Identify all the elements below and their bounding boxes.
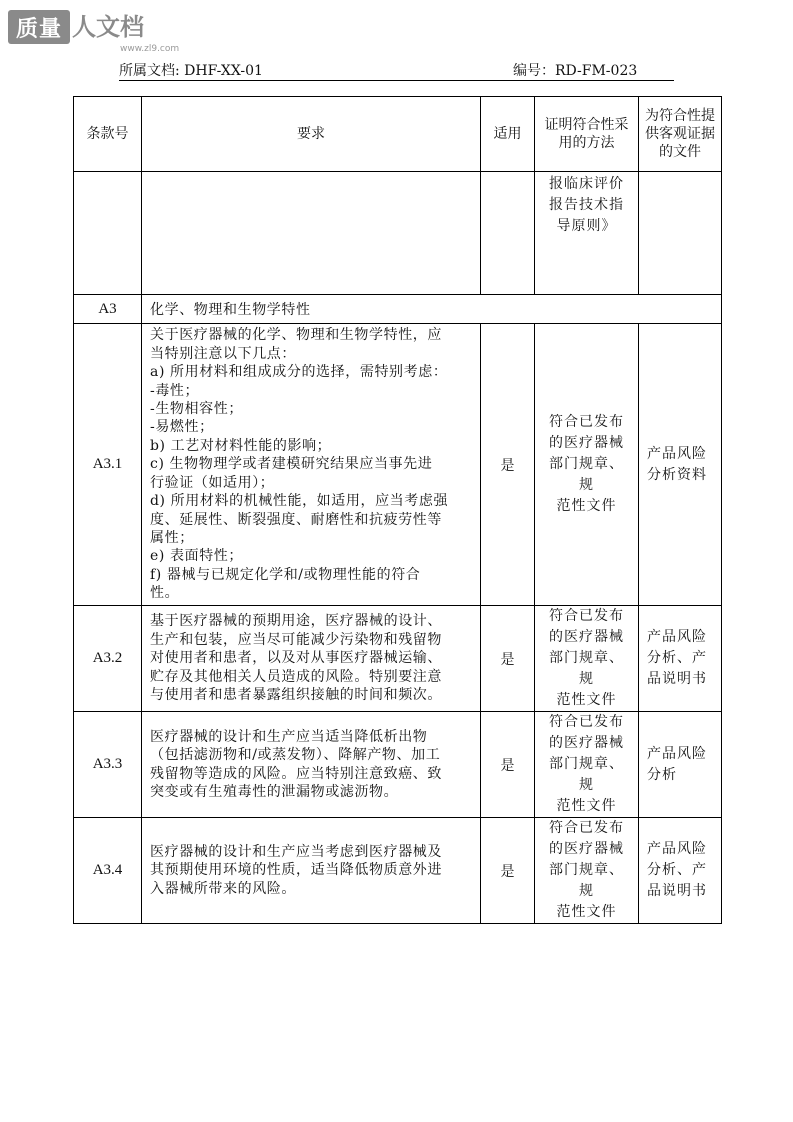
evidence-line: 产品风险 — [647, 445, 707, 462]
requirement-line: c) 生物物理学或者建模研究结果应当事先进 — [150, 456, 433, 473]
cell-applicable: 是 — [481, 712, 535, 818]
method-line: 部门规章、规 — [549, 862, 624, 899]
section-row — [74, 295, 722, 324]
evidence-line: 品说明书 — [647, 883, 707, 899]
table-row — [74, 712, 722, 818]
col-header-applicable: 适用 — [481, 97, 535, 172]
evidence-line: 产品风险 — [647, 629, 707, 645]
requirement-line: a) 所用材料和组成成分的选择，需特别考虑： — [150, 364, 448, 381]
cell-method — [535, 172, 639, 295]
requirement-line: 对使用者和患者，以及对从事医疗器械运输、 — [150, 650, 442, 667]
cell-evidence — [639, 324, 722, 606]
evidence-line: 产品风险 — [647, 841, 707, 857]
method-line: 符合已发布 — [549, 608, 624, 624]
cell-applicable: 是 — [481, 606, 535, 712]
requirement-line: 生产和包装，应当尽可能减少污染物和残留物 — [150, 631, 442, 648]
requirement-line: 贮存及其他相关人员造成的风险。特别要注意 — [150, 668, 442, 685]
requirement-line: d) 所用材料的机械性能，如适用，应当考虑强 — [150, 493, 449, 510]
section-title: 化学、物理和生物学特性 — [142, 295, 722, 324]
requirement-line: 突变或有生殖毒性的泄漏物或滤沥物。 — [150, 783, 399, 800]
cell-method — [535, 324, 639, 606]
cell-requirement — [142, 172, 481, 295]
cell-evidence — [639, 172, 722, 295]
cell-clause: A3.2 — [74, 606, 142, 712]
requirements-table — [73, 96, 722, 924]
method-line: 范性文件 — [556, 904, 617, 920]
requirement-line: -生物相容性； — [150, 401, 243, 418]
col-header-evidence: 为符合性提供客观证据的文件 — [639, 97, 722, 172]
requirement-line: 医疗器械的设计和生产应当考虑到医疗器械及 — [150, 843, 442, 860]
method-line: 部门规章、规 — [549, 756, 624, 793]
method-line: 符合已发布 — [549, 820, 624, 836]
logo-subtitle: 人文档 — [72, 13, 144, 41]
evidence-line: 分析 — [647, 766, 677, 783]
method-line: 的医疗器械 — [549, 435, 624, 451]
cell-method — [535, 606, 639, 712]
doc-reference: 所属文档: DHF-XX-01 — [119, 63, 263, 79]
col-header-requirement: 要求 — [142, 97, 481, 172]
requirement-line: 其预期使用环境的性质，适当降低物质意外进 — [150, 862, 442, 879]
cell-clause: A3.3 — [74, 712, 142, 818]
cell-method — [535, 712, 639, 818]
evidence-line: 分析、产 — [647, 862, 707, 878]
requirement-line: f) 器械与已规定化学和/或物理性能的符合 — [150, 566, 421, 583]
logo-url: www.zl9.com — [120, 44, 180, 54]
continuation-row — [74, 172, 722, 295]
method-line: 报临床评价 — [549, 176, 624, 192]
cell-clause — [74, 172, 142, 295]
requirement-line: 关于医疗器械的化学、物理和生物学特性，应 — [150, 327, 442, 344]
cell-applicable — [481, 172, 535, 295]
evidence-line: 品说明书 — [647, 671, 707, 687]
requirement-line: e) 表面特性； — [150, 548, 243, 565]
table-header-row — [74, 97, 722, 172]
document-header — [119, 58, 674, 81]
cell-requirement — [142, 606, 481, 712]
requirement-line: 属性； — [150, 529, 194, 546]
method-line: 范性文件 — [556, 692, 617, 708]
table-row — [74, 606, 722, 712]
cell-method — [535, 818, 639, 924]
evidence-line: 分析、产 — [647, 650, 707, 666]
cell-requirement — [142, 712, 481, 818]
evidence-line: 分析资料 — [647, 466, 707, 483]
section-clause: A3 — [74, 295, 142, 324]
method-line: 符合已发布 — [549, 714, 624, 730]
cell-clause: A3.1 — [74, 324, 142, 606]
requirement-line: 残留物等造成的风险。应当特别注意致癌、致 — [150, 765, 442, 782]
requirement-line: 性。 — [150, 585, 180, 602]
method-line: 报告技术指 — [549, 197, 624, 213]
requirement-line: 医疗器械的设计和生产应当适当降低析出物 — [150, 728, 428, 745]
method-line: 范性文件 — [556, 798, 617, 814]
method-line: 的医疗器械 — [549, 735, 624, 751]
method-line: 的医疗器械 — [549, 629, 624, 645]
requirement-line: 入器械所带来的风险。 — [150, 880, 296, 897]
logo-text — [72, 10, 180, 54]
method-line: 符合已发布 — [549, 414, 624, 430]
table-row — [74, 818, 722, 924]
site-logo — [8, 10, 180, 54]
method-line: 范性文件 — [556, 498, 617, 514]
requirement-line: 与使用者和患者暴露组织接触的时间和频次。 — [150, 687, 442, 704]
cell-evidence — [639, 712, 722, 818]
requirement-line: 行验证（如适用）； — [150, 474, 275, 491]
cell-clause: A3.4 — [74, 818, 142, 924]
col-header-clause: 条款号 — [74, 97, 142, 172]
requirement-line: （包括滤沥物和/或蒸发物）、降解产物、加工 — [150, 747, 441, 764]
requirement-line: 基于医疗器械的预期用途，医疗器械的设计、 — [150, 613, 442, 630]
cell-applicable: 是 — [481, 324, 535, 606]
requirement-line: 当特别注意以下几点： — [150, 345, 296, 362]
requirement-line: -易燃性； — [150, 419, 214, 436]
method-line: 部门规章、规 — [549, 650, 624, 687]
doc-number: 编号：RD-FM-023 — [513, 63, 638, 79]
logo-mark: 质量 — [8, 10, 70, 44]
cell-applicable: 是 — [481, 818, 535, 924]
requirement-line: b) 工艺对材料性能的影响； — [150, 437, 332, 454]
cell-evidence — [639, 818, 722, 924]
cell-requirement — [142, 324, 481, 606]
method-line: 导原则》 — [556, 218, 617, 234]
method-line: 部门规章、规 — [549, 456, 624, 493]
table-row — [74, 324, 722, 606]
requirement-line: 度、延展性、断裂强度、耐磨性和抗疲劳性等 — [150, 511, 442, 528]
col-header-method: 证明符合性采用的方法 — [535, 97, 639, 172]
cell-requirement — [142, 818, 481, 924]
cell-evidence — [639, 606, 722, 712]
evidence-line: 产品风险 — [647, 745, 707, 762]
method-line: 的医疗器械 — [549, 841, 624, 857]
requirement-line: -毒性； — [150, 382, 200, 399]
